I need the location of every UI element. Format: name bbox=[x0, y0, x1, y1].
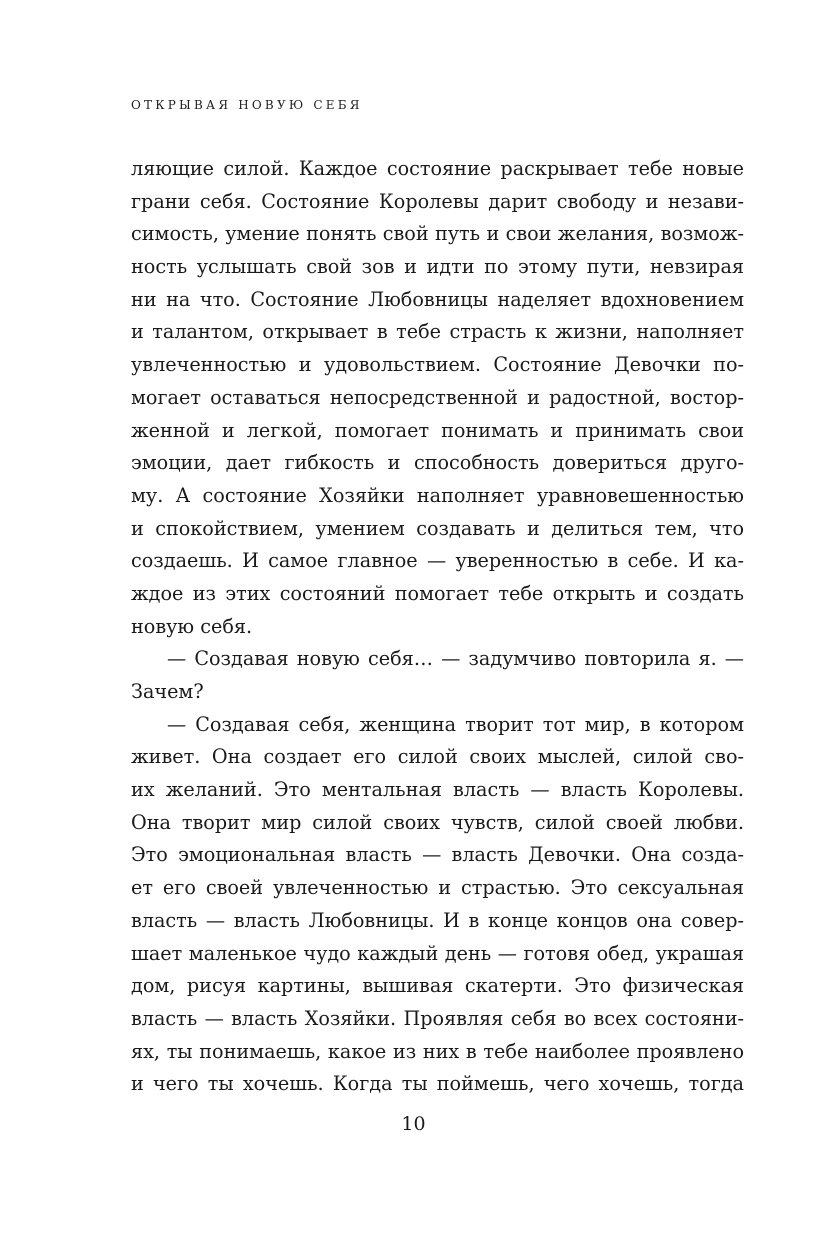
text-line: ждое из этих состояний помогает тебе открыть и создать bbox=[131, 581, 744, 605]
text-line: и спокойствием, умением создавать и делиться тем, что bbox=[131, 516, 744, 540]
text-line: симость, умение понять свой путь и свои желания, возмож- bbox=[131, 222, 744, 246]
text-line: живет. Она создает его силой своих мыслей, силой сво- bbox=[131, 745, 744, 769]
text-line: и талантом, открывает в тебе страсть к жизни, наполняет bbox=[131, 320, 744, 344]
text-line: власть — власть Любовницы. И в конце концов она совер- bbox=[131, 908, 744, 932]
text-line: — Создавая себя, женщина творит тот мир, в котором bbox=[167, 712, 744, 736]
text-line: ни на что. Состояние Любовницы наделяет вдохновением bbox=[131, 287, 744, 311]
running-head: ОТКРЫВАЯ НОВУЮ СЕБЯ bbox=[131, 98, 363, 112]
text-line: дом, рисуя картины, вышивая скатерти. Это физическая bbox=[131, 974, 744, 998]
text-line: и чего ты хочешь. Когда ты поймешь, чего хочешь, тогда bbox=[131, 1072, 744, 1096]
text-line: власть — власть Хозяйки. Проявляя себя во всех состояни- bbox=[131, 1006, 744, 1030]
text-line: Это эмоциональная власть — власть Девочки. Она созда- bbox=[131, 843, 744, 867]
text-line: увлеченностью и удовольствием. Состояние Девочки по- bbox=[131, 353, 744, 377]
body-text bbox=[131, 153, 744, 1101]
text-line: ях, ты понимаешь, какое из них в тебе наиболее проявлено bbox=[131, 1039, 744, 1063]
text-line: Зачем? bbox=[131, 680, 204, 703]
text-line: ность услышать свой зов и идти по этому пути, невзирая bbox=[131, 255, 744, 279]
text-line: могает оставаться непосредственной и радостной, востор- bbox=[131, 385, 744, 409]
text-line: ляющие силой. Каждое состояние раскрывает тебе новые bbox=[131, 157, 744, 180]
text-line: му. А состояние Хозяйки наполняет уравновешенностью bbox=[131, 483, 744, 507]
page-number: 10 bbox=[401, 1113, 426, 1135]
text-line: эмоции, дает гибкость и способность довериться друго- bbox=[131, 451, 744, 475]
text-line: создаешь. И самое главное — уверенностью в себе. И ка- bbox=[131, 549, 744, 573]
text-line: новую себя. bbox=[131, 614, 253, 638]
text-line: женной и легкой, помогает понимать и принимать свои bbox=[131, 418, 744, 442]
text-line: — Создавая новую себя… — задумчиво повторила я. — bbox=[167, 647, 744, 671]
text-line: шает маленькое чудо каждый день — готовя обед, украшая bbox=[131, 941, 744, 965]
text-line: их желаний. Это ментальная власть — власть Королевы. bbox=[131, 778, 744, 802]
text-line: ет его своей увлеченностью и страстью. Это сексуальная bbox=[131, 876, 744, 900]
text-line: грани себя. Состояние Королевы дарит свободу и незави- bbox=[131, 189, 744, 213]
text-line: Она творит мир силой своих чувств, силой своей любви. bbox=[131, 810, 744, 834]
